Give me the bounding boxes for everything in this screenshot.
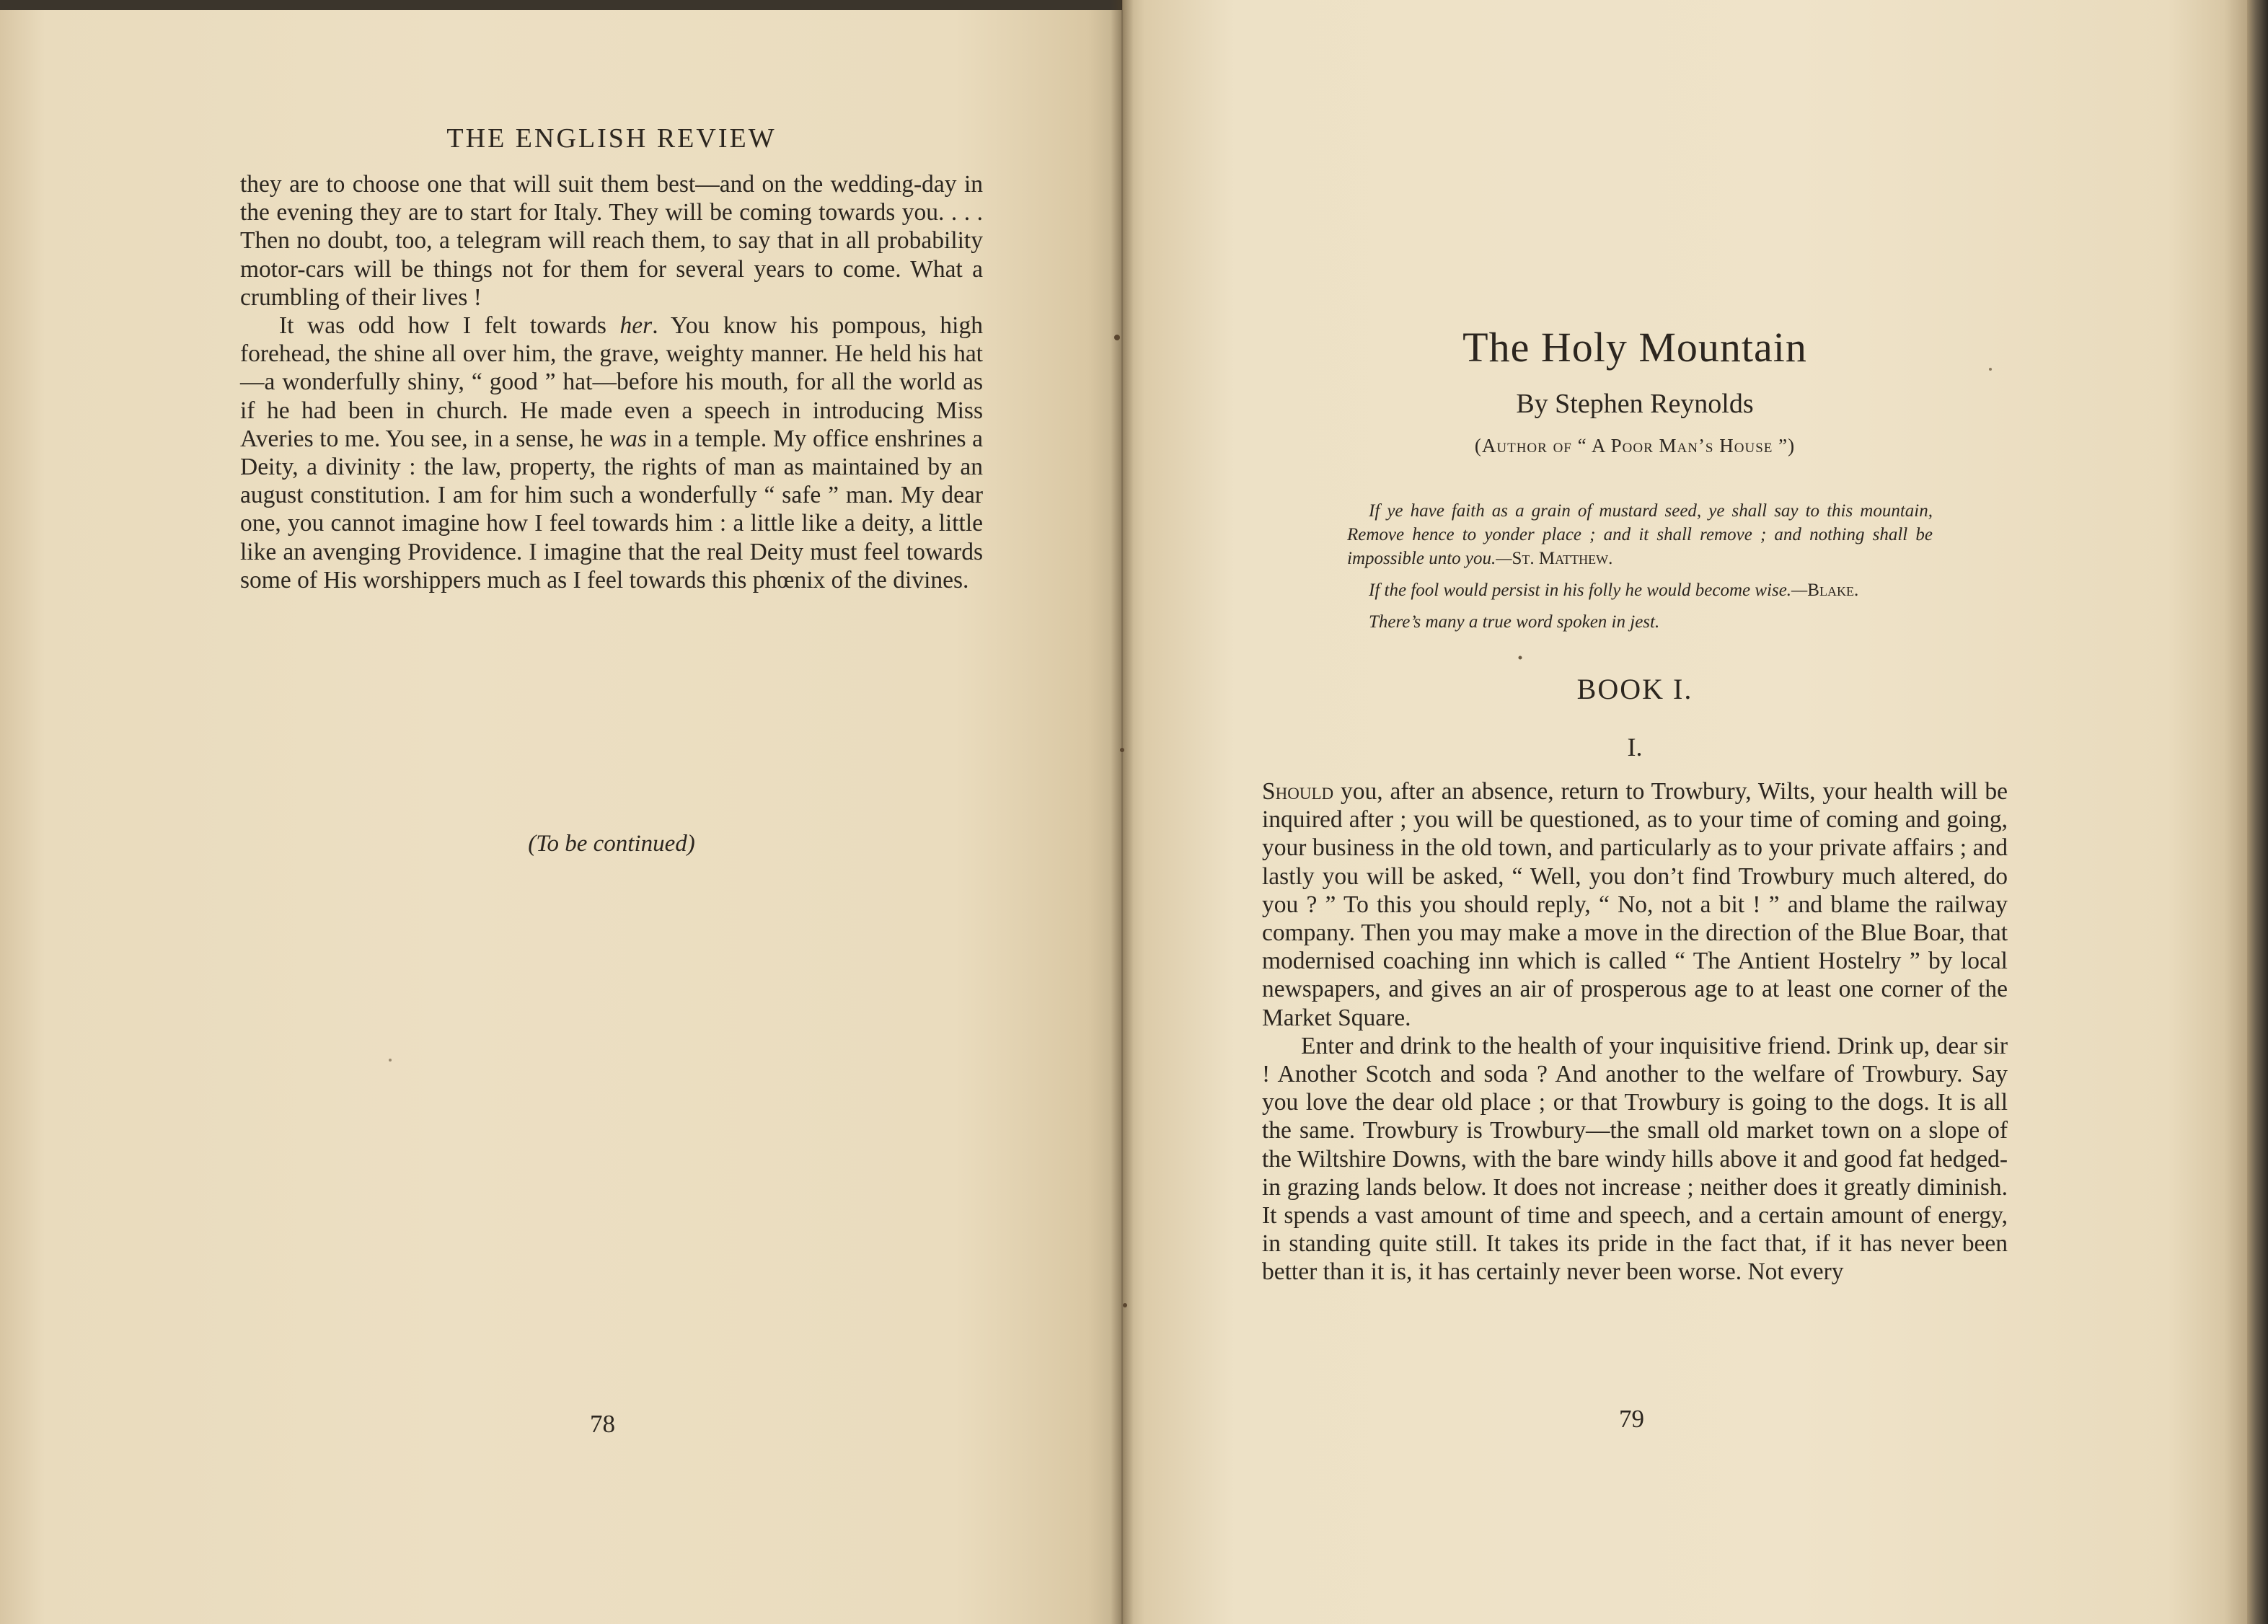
page-number-left: 78 — [590, 1410, 615, 1438]
epigraphs — [1347, 499, 1933, 642]
page-number-right: 79 — [1619, 1405, 1644, 1433]
epigraph — [1347, 499, 1933, 570]
text-run: It was odd how I felt towards — [279, 312, 620, 340]
book-edge — [2247, 0, 2268, 1624]
book-gutter — [1111, 0, 1134, 1624]
epigraph-text: If ye have faith as a grain of mustard seed, ye shall say to this mountain, Remove hence to yonder place ; and it shall remove ; and nothing shall be impossible unto you.— — [1347, 501, 1933, 568]
lead-word: Should — [1262, 778, 1334, 805]
left-paragraph-1: they are to choose one that will suit them best—and on the wedding-day in the evening they are to start for Italy. They will be coming towards you. . . . Then no doubt, too, a telegram will reach them, to say that in all probability motor-cars will be things not for them for several years to come. What a crumbling of their lives ! — [240, 171, 983, 311]
epigraph-source: St. Matthew. — [1512, 549, 1613, 568]
epigraph — [1347, 578, 1933, 602]
epigraph-text: There’s many a true word spoken in jest. — [1369, 612, 1660, 632]
right-paragraph-2: Enter and drink to the health of your inquisitive friend. Drink up, dear sir ! Another Scotch and soda ? And another to the welfare of Trowbury. Say you love the dear old place ; or that Trowbury is going to the dogs. It is all the same. Trowbury is Trowbury—the small old market town on a slope of the Wiltshire Downs, with the bare windy hills above it and good fat hedged-in grazing lands below. It does not increase ; neither does it greatly diminish. It spends a vast amount of time and speech, and a certain amount of energy, in standing quite still. It takes its pride in the fact that, if it has never been better than it is, it has certainly never been worse. Not every — [1262, 1032, 2008, 1286]
book-heading: BOOK I. — [1576, 673, 1693, 705]
article-title: The Holy Mountain — [1462, 324, 1807, 371]
text-run: you, after an absence, return to Trowbury, Wilts, your health will be inquired after ; you will be questioned, as to your time of coming and going, your business in the old town, and particularly as to your private affairs ; and lastly you will be asked, “ Well, you don’t find Trowbury much altered, do you ? ” To this you should reply, “ No, not a bit ! ” and blame the railway company. Then you may make a move in the direction of the Blue Boar, that modernised coaching inn which is called “ The Antient Hostelry ” by local newspapers, and gives an air of prosperous age to at least one corner of the Market Square. — [1262, 778, 2008, 1031]
running-head: THE ENGLISH REVIEW — [446, 123, 777, 154]
epigraph-text: If the fool would persist in his folly he would become wise.— — [1369, 581, 1808, 600]
right-paragraph-1 — [1262, 777, 2008, 1032]
epigraph — [1347, 610, 1933, 634]
to-be-continued: (To be continued) — [528, 831, 695, 857]
epigraph-source: Blake. — [1807, 581, 1859, 600]
text-run: . You know his pompous, high forehead, the shine all over him, the grave, weighty manner. He held his hat—a wonderfully shiny, “ good ” hat—before his mouth, for all the world as if he had been in church. He made even a speech in introducing Miss Averies to me. You see, in a sense, he — [240, 312, 983, 452]
byline: By Stephen Reynolds — [1516, 389, 1754, 419]
italic-word-was: was — [609, 425, 648, 452]
author-note: (Author of “ A Poor Man’s House ”) — [1474, 435, 1796, 456]
italic-word-her: her — [619, 312, 653, 340]
right-body-text — [1262, 777, 2008, 1287]
text-run: in a temple. My office enshrines a Deity, a divinity : the law, property, the rights of man as maintained by an august constitution. I am for him such a wonderfully “ safe ” man. My dear one, you cannot imagine how I feel towards him : a little like a deity, a little like an avenging Providence. I imagine that the real Deity must feel towards some of His worshippers much as I feel towards this phœnix of the divines. — [240, 425, 983, 593]
left-body-text — [240, 170, 983, 594]
left-paragraph-2 — [240, 312, 983, 594]
chapter-heading: I. — [1627, 733, 1643, 762]
